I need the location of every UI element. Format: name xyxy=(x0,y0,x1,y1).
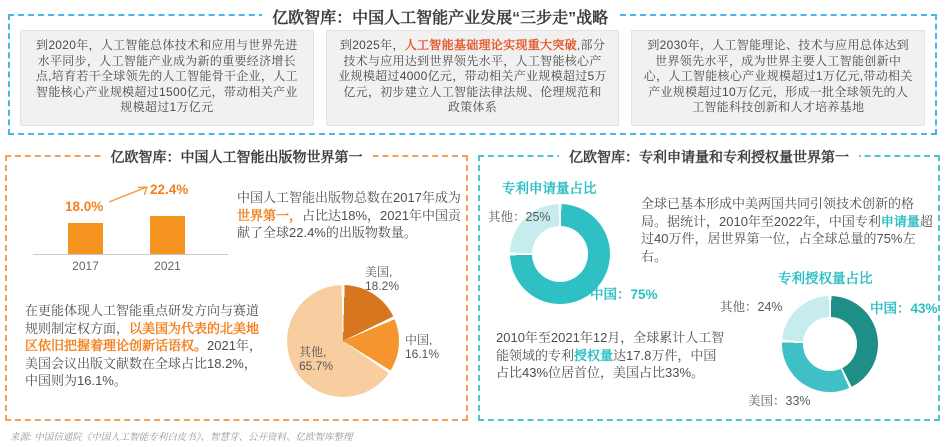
strategy-box-2030 xyxy=(631,30,925,126)
pub-para2-post: 2021年，美国会议出版文献数在全球占比18.2%，中国则为16.1%。 xyxy=(25,338,262,388)
pat-para2-post: 达17.8万件，中国占比43%位居首位，美国占比33%。 xyxy=(496,347,717,380)
pie-label-cn-value: 16.1% xyxy=(405,347,440,361)
pub-para2-pre: 在更能体现人工智能重点研发方向与赛道规则制定权方面， xyxy=(25,303,260,336)
applications-donut-title: 专利申请量占比 xyxy=(502,181,597,196)
patents-paragraph-2 xyxy=(496,329,728,382)
bar-value-2017: 18.0% xyxy=(65,199,104,214)
publications-paragraph-2 xyxy=(25,302,265,390)
bar-chart-plot-area xyxy=(33,175,228,255)
patents-panel-title: 亿欧智库：专利申请量和专利授权量世界第一 xyxy=(559,147,859,167)
patents-paragraph-1 xyxy=(641,195,939,265)
source-note: 来源: 中国信通院《中国人工智能专利白皮书》、智慧芽、公开资料、亿欧智库整理 xyxy=(10,432,353,443)
pub-para1-post: 占比达18%，2021年中国贡献了全球22.4%的出版物数量。 xyxy=(237,207,461,240)
strategy-box-2030-text: 到2030年，人工智能理论、技术与应用总体达到世界领先水平，成为世界主要人工智能创新中心，人工智能核心产业规模超过1万亿元,带动相关产业规模超过10万亿元，形成一批全球领先的人工智能科技创新和人才培养基地 xyxy=(643,38,913,114)
publications-bar-chart xyxy=(33,175,228,273)
grants-label-other: 其他：24% xyxy=(720,300,783,314)
pub-para1-em: 世界第一， xyxy=(237,207,303,223)
bar-value-2021: 22.4% xyxy=(150,182,189,197)
pie-label-cn-name: 中国, xyxy=(405,333,433,347)
bar-chart-x-axis xyxy=(33,259,228,273)
strategy-panel xyxy=(8,10,937,135)
pie-label-other-value: 65.7% xyxy=(299,359,334,373)
pie-label-other-name: 其他, xyxy=(299,345,327,359)
x-tick-2017: 2017 xyxy=(72,259,99,273)
pie-label-us-value: 18.2% xyxy=(365,279,400,293)
strategy-box-2020 xyxy=(20,30,314,126)
pat-para1-post: 超过40万件，居世界第一位，占全球总量的75%左右。 xyxy=(641,213,933,264)
patents-panel xyxy=(478,149,940,421)
applications-label-cn: 中国：75% xyxy=(590,287,658,302)
pub-para2-em: 以美国为代表的北美地区依旧把握着理论创新话语权。 xyxy=(25,320,260,353)
strategy-box-2025-em: 人工智能基础理论实现重大突破 xyxy=(404,38,577,52)
pat-para1-em: 申请量 xyxy=(880,213,920,229)
bar-2017 xyxy=(68,223,103,254)
publications-panel-title: 亿欧智库：中国人工智能出版物世界第一 xyxy=(101,147,373,167)
grants-label-us: 美国：33% xyxy=(748,394,811,408)
donut-hole xyxy=(803,317,857,371)
pie-label-us xyxy=(365,265,399,293)
publications-panel xyxy=(5,149,468,421)
grants-donut-chart xyxy=(782,296,878,392)
pie-label-cn xyxy=(405,333,439,361)
pie-label-other xyxy=(299,345,333,373)
pat-para1-pre: 全球已基本形成中美两国共同引领技术创新的格局。据统计，2010年至2022年，中国专利 xyxy=(641,196,915,229)
strategy-box-2025 xyxy=(326,30,620,126)
strategy-box-2020-text: 到2020年，人工智能总体技术和应用与世界先进水平同步，人工智能产业成为新的重要经济增长点,培育若干全球领先的人工智能骨干企业，人工智能核心产业规模超过1500亿元，带动相关产业规模超过1万亿元 xyxy=(35,38,298,114)
pat-para2-em: 授权量 xyxy=(574,347,614,363)
grants-donut-title: 专利授权量占比 xyxy=(778,271,873,286)
x-tick-2021: 2021 xyxy=(154,259,181,273)
strategy-box-2025-text: 到2025年， xyxy=(339,38,405,52)
strategy-box-2025-post: ,部分技术与应用达到世界领先水平，人工智能核心产业规模超过4000亿元，带动相关产业规模超过5万亿元，初步建立人工智能法律法规、伦理规范和政策体系 xyxy=(338,38,607,114)
publications-pie-chart xyxy=(287,285,399,397)
strategy-boxes xyxy=(10,16,935,126)
bar-2021 xyxy=(150,216,185,254)
publications-paragraph-1 xyxy=(237,189,465,242)
grants-label-cn: 中国：43% xyxy=(870,301,938,316)
pat-para2-pre: 2010年至2021年12月，全球累计人工智能领域的专利 xyxy=(496,330,725,363)
pie-label-us-name: 美国, xyxy=(365,265,393,279)
applications-label-other: 其他：25% xyxy=(488,210,551,224)
strategy-panel-title: 亿欧智库：中国人工智能产业发展“三步走”战略 xyxy=(262,5,618,28)
donut-hole xyxy=(532,226,588,282)
pub-para1-pre: 中国人工智能出版物总数在2017年成为 xyxy=(237,190,461,205)
